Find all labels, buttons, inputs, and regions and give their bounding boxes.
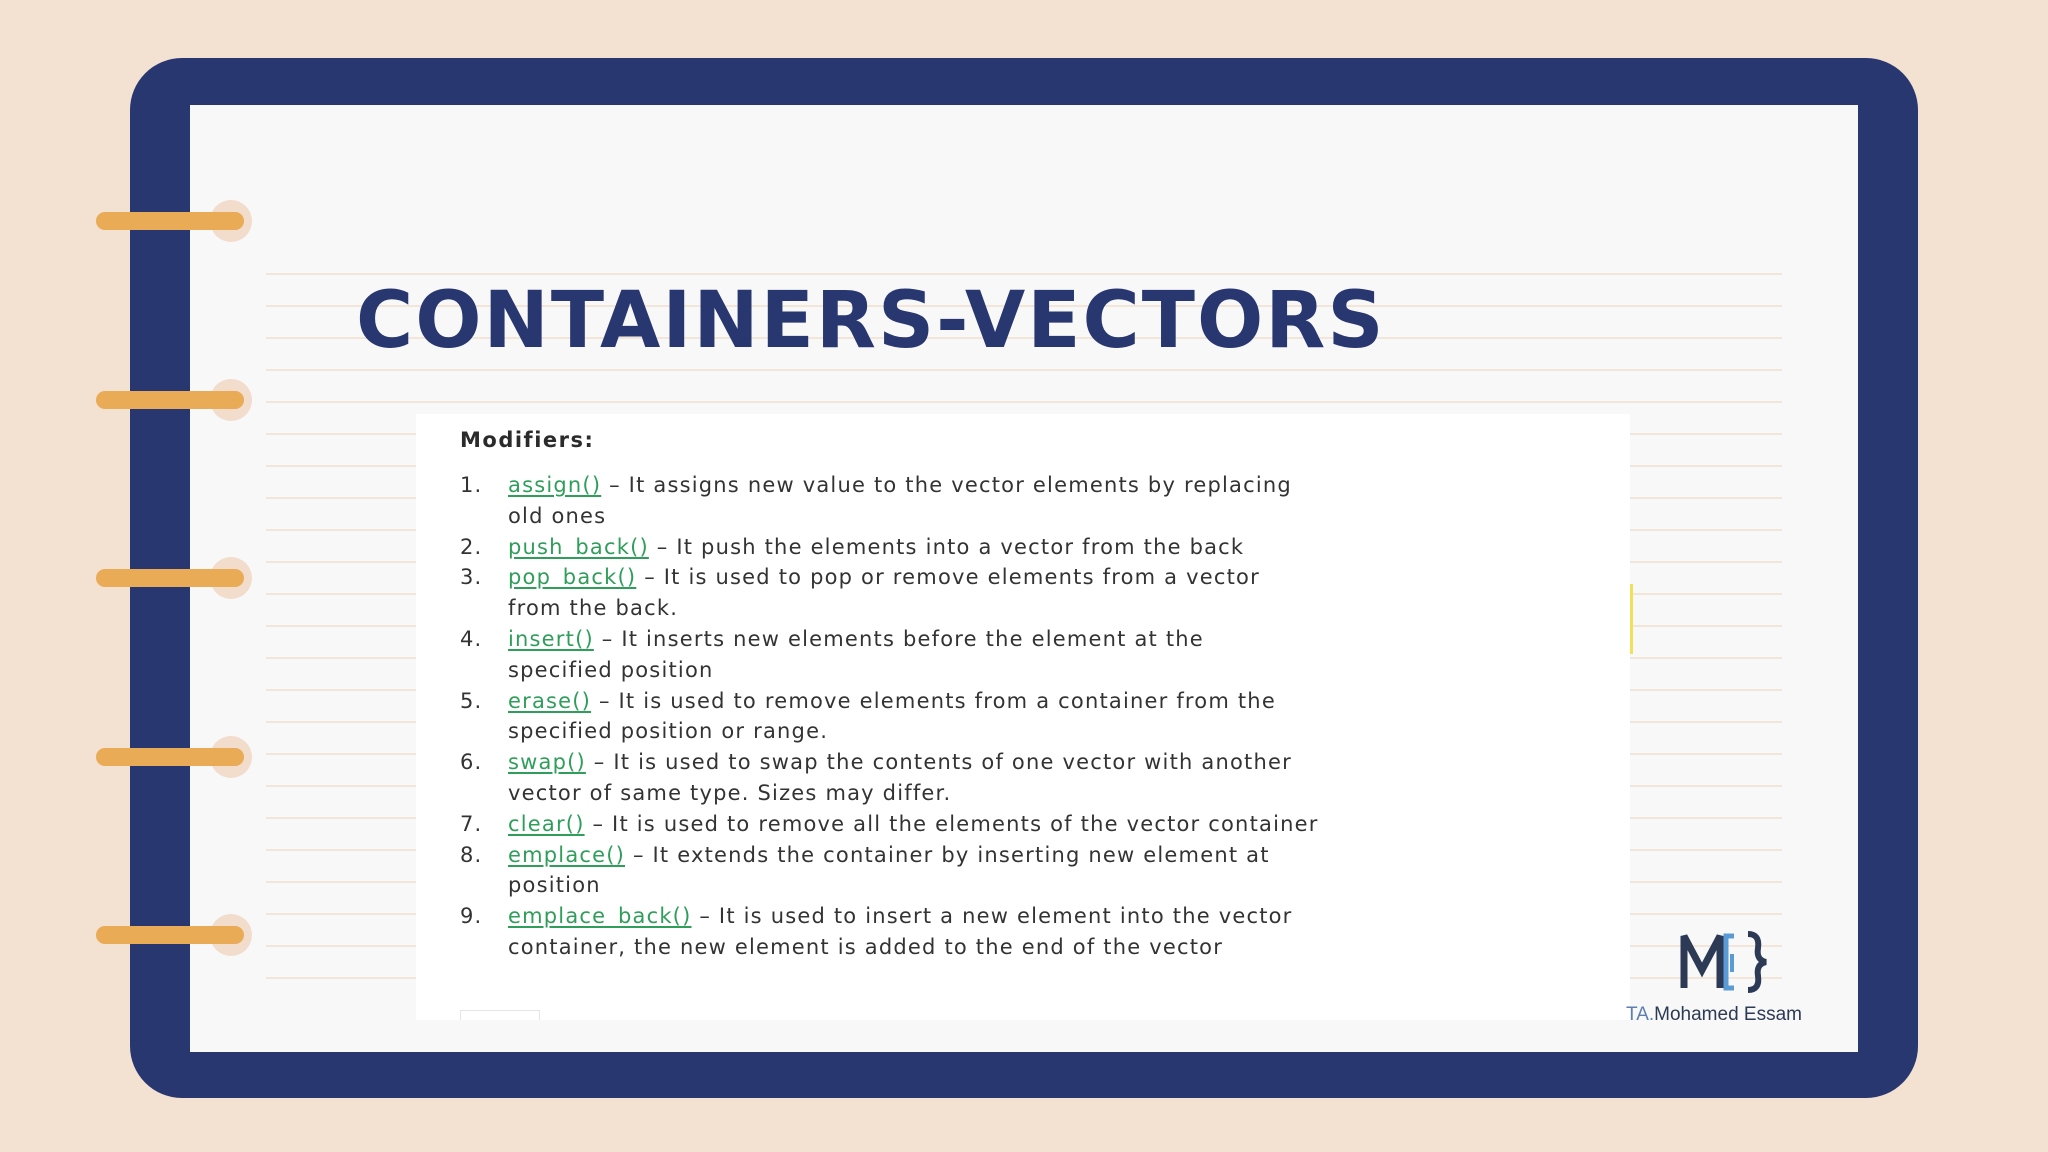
function-link[interactable]: pop_back(): [508, 565, 637, 590]
item-description-cont: specified position or range.: [508, 719, 829, 744]
ring-bar: [96, 569, 244, 587]
ruled-line: [266, 273, 1782, 275]
item-number: 2.: [460, 534, 483, 559]
item-description: – It assigns new value to the vector elements by replacing: [609, 473, 1292, 497]
function-link[interactable]: assign(): [508, 473, 602, 497]
list-item: [460, 562, 1568, 624]
item-number: 5.: [460, 688, 483, 713]
item-description: – It is used to remove all the elements of the vector container: [592, 811, 1319, 836]
item-description: – It extends the container by inserting new element at: [632, 842, 1270, 867]
function-link[interactable]: emplace(): [508, 842, 626, 867]
item-description-cont: specified position: [508, 657, 714, 682]
excerpt-heading: Modifiers:: [460, 428, 595, 452]
ring-bar: [96, 391, 244, 409]
item-number: 8.: [460, 842, 483, 867]
list-item: [460, 901, 1568, 963]
item-description: – It inserts new elements before the element at the: [601, 626, 1204, 651]
item-description-cont: old ones: [508, 503, 607, 528]
binder-ring: [96, 926, 244, 944]
function-link[interactable]: clear(): [508, 811, 585, 836]
list-item: [460, 532, 1568, 563]
item-number: 1.: [460, 473, 483, 497]
modifiers-excerpt: [416, 414, 1630, 1020]
item-description: – It is used to swap the contents of one vector with another: [593, 750, 1292, 775]
ring-bar: [96, 212, 244, 230]
item-number: 9.: [460, 904, 483, 929]
item-number: 6.: [460, 750, 483, 775]
item-description: – It is used to pop or remove elements from a vector: [644, 565, 1260, 590]
item-description-cont: container, the new element is added to the end of the vector: [508, 934, 1224, 959]
function-link[interactable]: insert(): [508, 626, 594, 651]
ruled-line: [266, 401, 1782, 403]
credit-name: Mohamed Essam: [1654, 1004, 1802, 1025]
function-link[interactable]: erase(): [508, 688, 592, 713]
author-credit: [1626, 1004, 1802, 1026]
list-item: [460, 470, 1568, 532]
list-item: [460, 840, 1568, 902]
ring-bar: [96, 748, 244, 766]
item-description-cont: vector of same type. Sizes may differ.: [508, 780, 952, 805]
highlight-mark: [1630, 584, 1633, 654]
list-item: [460, 809, 1568, 840]
function-link[interactable]: swap(): [508, 750, 586, 775]
item-number: 7.: [460, 811, 483, 836]
credit-prefix: TA.: [1626, 1004, 1655, 1025]
item-description-cont: from the back.: [508, 596, 679, 621]
item-description: – It is used to insert a new element into the vector: [699, 904, 1293, 929]
list-item: [460, 747, 1568, 809]
function-link[interactable]: emplace_back(): [508, 904, 692, 929]
ring-bar: [96, 926, 244, 944]
item-description: – It push the elements into a vector from the back: [656, 534, 1245, 559]
item-number: 4.: [460, 626, 483, 651]
me-logo-icon: [1676, 926, 1776, 996]
list-item: [460, 624, 1568, 686]
item-number: 3.: [460, 565, 483, 590]
item-description: – It is used to remove elements from a container from the: [598, 688, 1276, 713]
list-item: [460, 686, 1568, 748]
ruled-line: [266, 369, 1782, 371]
binder-ring: [96, 391, 244, 409]
function-link[interactable]: push_back(): [508, 534, 649, 559]
slide-title: CONTAINERS-VECTORS: [356, 276, 1386, 366]
modifier-list: [460, 470, 1568, 963]
binder-ring: [96, 748, 244, 766]
binder-ring: [96, 212, 244, 230]
cropped-button-outline: [460, 1010, 540, 1020]
binder-ring: [96, 569, 244, 587]
item-description-cont: position: [508, 873, 601, 898]
